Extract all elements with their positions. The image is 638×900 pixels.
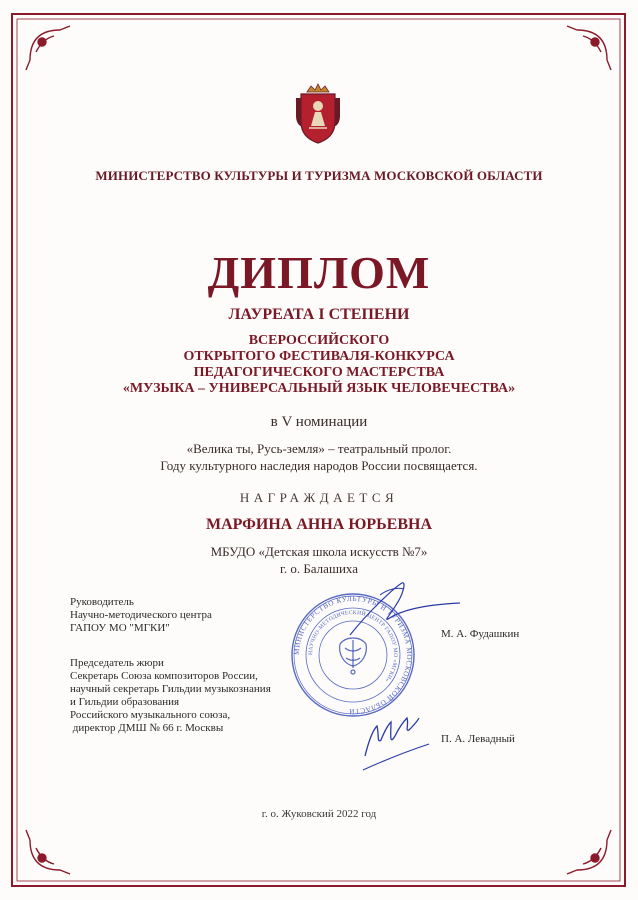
laureate-name: МАРФИНА АННА ЮРЬЕВНА	[205, 516, 433, 533]
corner-ornament-bottom-left	[26, 830, 70, 874]
organization	[0, 543, 638, 577]
corner-ornament-top-left	[26, 26, 70, 70]
jury-name: П. А. Левадный	[441, 733, 515, 745]
subject-line-1: «Велика ты, Русь-земля» – театральный пролог.	[186, 441, 452, 456]
ministry-name: МИНИСТЕРСТВО КУЛЬТУРЫ И ТУРИЗМА МОСКОВСКОЙ ОБЛАСТИ	[95, 168, 543, 183]
jury-line-1: Председатель жюри	[70, 657, 164, 669]
subject-line-2: Году культурного наследия народов России посвящается.	[160, 458, 478, 473]
awarded-label: НАГРАЖДАЕТСЯ	[239, 490, 399, 505]
subject	[0, 440, 638, 474]
festival-name	[0, 333, 638, 397]
festival-line-1: ВСЕРОССИЙСКОГО	[248, 333, 390, 348]
stamp-outer-text: МИНИСТЕРСТВО КУЛЬТУРЫ И ТУРИЗМА МОСКОВСКОЙ ОБЛАСТИ	[292, 594, 414, 716]
nomination: в V номинации	[270, 414, 368, 430]
leader-name: М. А. Фудашкин	[441, 628, 520, 640]
place-and-year: г. о. Жуковский 2022 год	[261, 808, 377, 820]
jury-line-5: Российского музыкального союза,	[70, 709, 231, 721]
page-title: ДИПЛОМ	[207, 247, 431, 298]
leader-signature	[340, 575, 470, 645]
leader-line-1: Руководитель	[70, 596, 134, 608]
organization-name: МБУДО «Детская школа искусств №7»	[210, 544, 428, 559]
stamp-inner-text: НАУЧНО-МЕТОДИЧЕСКИЙ ЦЕНТР ГАПОУ МО «МГКИ»	[307, 609, 399, 683]
jury-line-6: директор ДМШ № 66 г. Москвы	[70, 722, 224, 734]
degree: ЛАУРЕАТА I СТЕПЕНИ	[228, 306, 410, 323]
jury-line-2: Секретарь Союза композиторов России,	[70, 670, 258, 682]
jury-line-3: научный секретарь Гильдии музыкознания	[70, 683, 271, 695]
corner-ornament-bottom-right	[567, 830, 611, 874]
corner-ornament-top-right	[567, 26, 611, 70]
leader-line-3: ГАПОУ МО "МГКИ"	[70, 622, 170, 634]
jury-line-4: и Гильдии образования	[70, 696, 180, 708]
jury-signature	[355, 700, 435, 780]
leader-line-2: Научно-методического центра	[70, 609, 212, 621]
organization-city: г. о. Балашиха	[279, 561, 359, 576]
festival-line-2: ОТКРЫТОГО ФЕСТИВАЛЯ-КОНКУРСА	[183, 349, 455, 364]
festival-line-4: «МУЗЫКА – УНИВЕРСАЛЬНЫЙ ЯЗЫК ЧЕЛОВЕЧЕСТВА»	[122, 381, 516, 396]
leader-title	[70, 596, 212, 635]
moscow-oblast-coat-of-arms-icon	[293, 82, 343, 144]
jury-title	[70, 657, 271, 735]
festival-line-3: ПЕДАГОГИЧЕСКОГО МАСТЕРСТВА	[193, 365, 445, 380]
